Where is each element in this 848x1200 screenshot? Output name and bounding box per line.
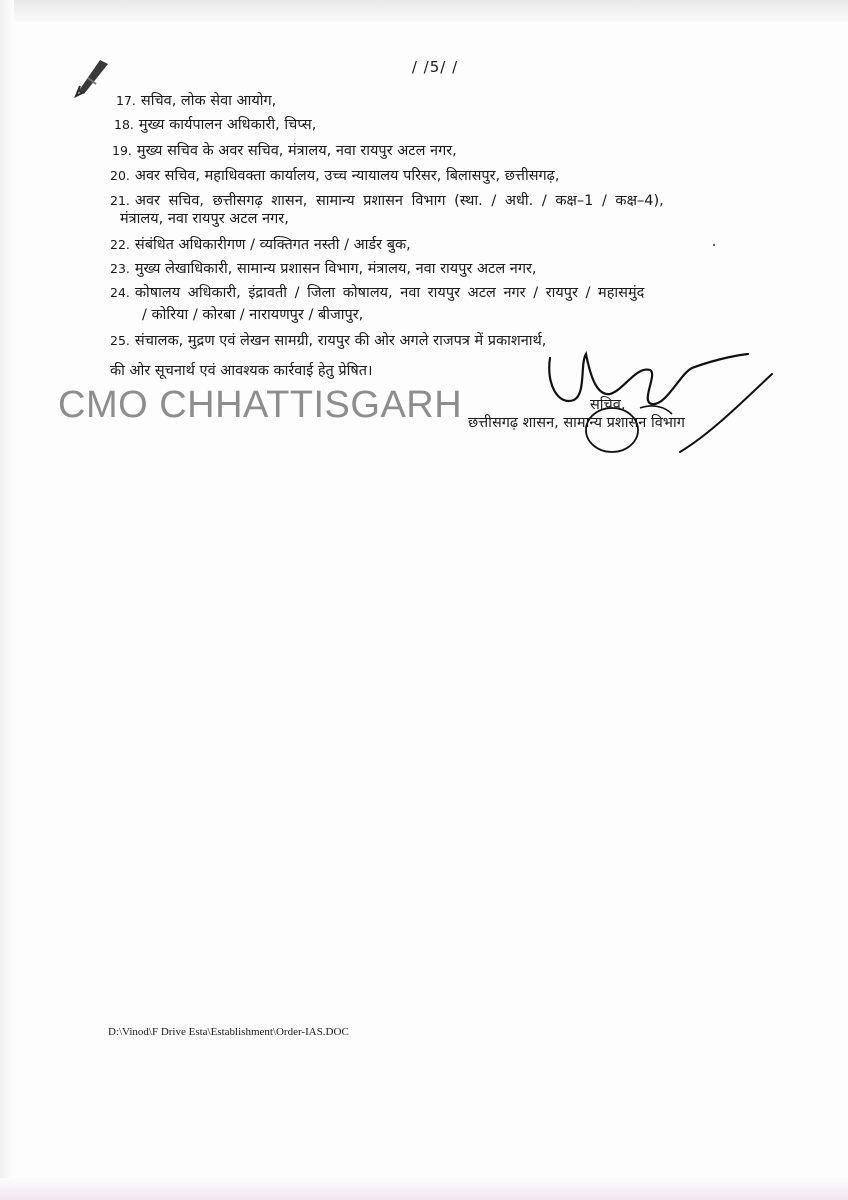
item-text: अवर सचिव, छत्तीसगढ़ शासन, सामान्य प्रशासन विभाग (स्था. / अधी. / कक्ष–1 / कक्ष–4),	[134, 193, 664, 209]
forwarding-note: की ओर सूचनार्थ एवं आवश्यक कार्रवाई हेतु प्रेषित।	[110, 363, 373, 379]
list-item-continuation: मंत्रालय, नवा रायपुर अटल नगर,	[120, 211, 289, 227]
list-item	[110, 190, 664, 210]
item-text: कोषालय अधिकारी, इंद्रावती / जिला कोषालय, नवा रायपुर अटल नगर / रायपुर / महासमुंद	[134, 285, 645, 301]
item-number: 25.	[110, 333, 130, 348]
scan-edge-left	[0, 0, 14, 1200]
item-text: संचालक, मुद्रण एवं लेखन सामग्री, रायपुर की ओर अगले राजपत्र में प्रकाशनार्थ,	[134, 333, 547, 349]
list-item	[110, 330, 546, 350]
item-number: 24.	[110, 285, 130, 300]
signatory-title: सचिव,	[590, 397, 626, 413]
signatory-department: छत्तीसगढ़ शासन, सामान्य प्रशासन विभाग	[468, 415, 685, 431]
file-path: D:\Vinod\F Drive Esta\Establishment\Order-IAS.DOC	[108, 1026, 349, 1038]
list-item	[116, 90, 276, 110]
staple-pin-icon	[70, 56, 114, 100]
item-number: 20.	[110, 168, 130, 183]
item-number: 23.	[110, 261, 130, 276]
ink-dot	[713, 244, 715, 246]
scan-edge-top	[0, 0, 848, 22]
list-item	[110, 282, 644, 302]
item-number: 22.	[110, 237, 130, 252]
item-text: संबंधित अधिकारीगण / व्यक्तिगत नस्ती / आर्डर बुक,	[134, 237, 411, 253]
list-item	[112, 140, 457, 160]
list-item	[110, 165, 559, 185]
list-item-continuation: / कोरिया / कोरबा / नारायणपुर / बीजापुर,	[142, 307, 364, 323]
list-item	[110, 258, 537, 278]
list-item	[110, 234, 411, 254]
item-text: अवर सचिव, महाधिवक्ता कार्यालय, उच्च न्यायालय परिसर, बिलासपुर, छत्तीसगढ़,	[134, 168, 560, 184]
list-item	[114, 114, 316, 134]
item-text: मुख्य कार्यपालन अधिकारी, चिप्स,	[138, 117, 317, 133]
item-number: 21.	[110, 193, 130, 208]
handwritten-signature	[540, 344, 780, 456]
item-text: मुख्य लेखाधिकारी, सामान्य प्रशासन विभाग, मंत्रालय, नवा रायपुर अटल नगर,	[134, 261, 537, 277]
item-number: 19.	[112, 143, 132, 158]
watermark: CMO CHHATTISGARH	[58, 384, 463, 426]
item-number: 17.	[116, 93, 136, 108]
item-text: मुख्य सचिव के अवर सचिव, मंत्रालय, नवा रायपुर अटल नगर,	[136, 143, 457, 159]
scan-edge-bottom	[0, 1178, 848, 1200]
item-text: सचिव, लोक सेवा आयोग,	[140, 93, 277, 109]
page-number: / /5/ /	[411, 58, 459, 76]
item-number: 18.	[114, 117, 134, 132]
